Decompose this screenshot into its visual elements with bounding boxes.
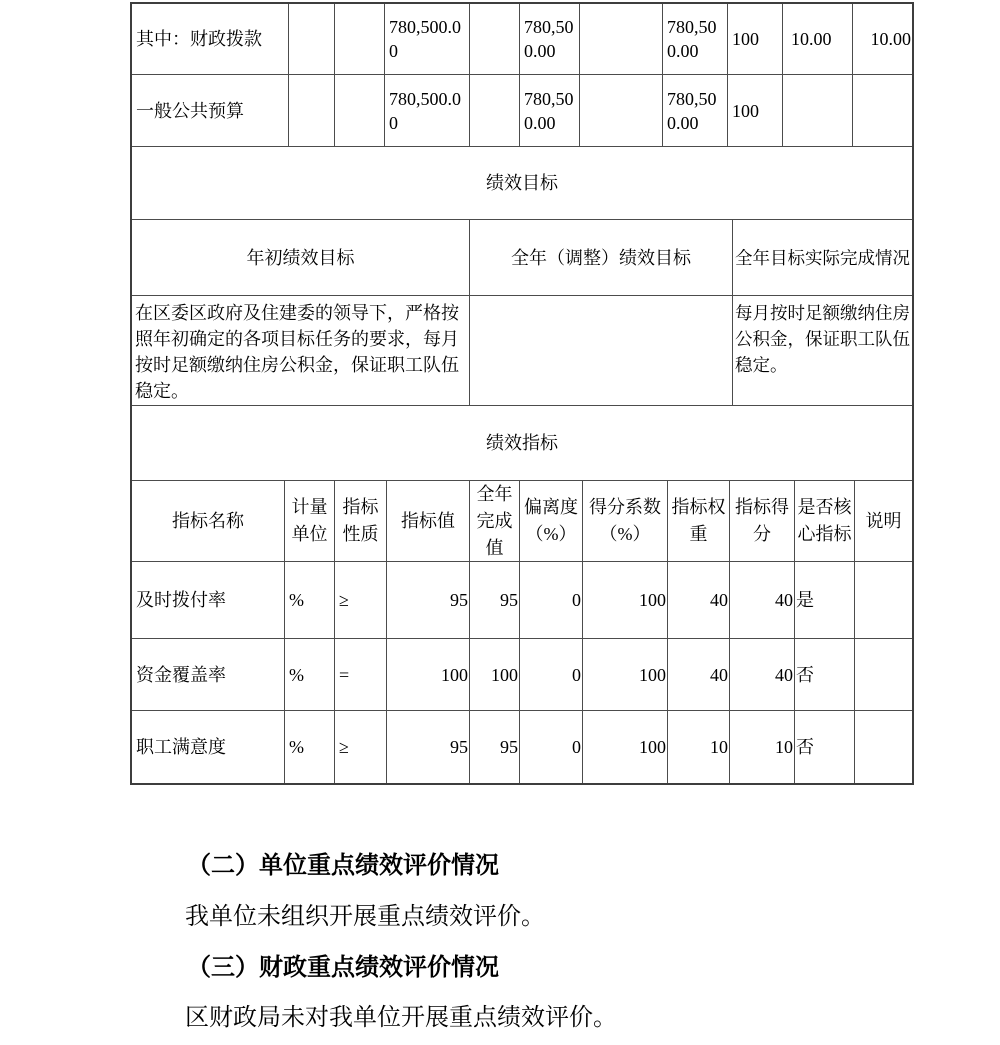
indicator-unit-cell: %: [285, 562, 335, 639]
funding-amount-cell: 780,500.00: [520, 4, 580, 75]
indicator-weight-cell: 40: [668, 639, 730, 711]
funding-row-budget: [132, 75, 912, 147]
indicator-core-cell: 是: [795, 562, 855, 639]
indicator-remark-cell: [855, 562, 912, 639]
funding-row-fiscal: [132, 4, 912, 75]
goals-section-title: 绩效目标: [132, 147, 912, 220]
indicator-unit-cell: %: [285, 639, 335, 711]
indicator-remark-cell: [855, 711, 912, 783]
funding-label-cell: 其中：财政拨款: [132, 4, 289, 75]
performance-report-table: [130, 2, 914, 785]
funding-amount-cell: 780,500.00: [520, 75, 580, 147]
indicator-header-score: 指标得分: [730, 481, 795, 562]
indicator-header-unit: 计量单位: [285, 481, 335, 562]
goals-col-header: 全年（调整）绩效目标: [470, 220, 733, 296]
indicators-header-row: [132, 481, 912, 562]
indicator-header-weight: 指标权重: [668, 481, 730, 562]
goals-col-header: 年初绩效目标: [132, 220, 470, 296]
funding-empty-cell: [580, 4, 663, 75]
goal-actual-text: 每月按时足额缴纳住房公积金，保证职工队伍稳定。: [733, 296, 912, 406]
indicator-header-remark: 说明: [855, 481, 912, 562]
indicator-annual-cell: 100: [470, 639, 520, 711]
indicator-row: [132, 639, 912, 711]
funding-amount-cell: 780,500.00: [385, 4, 470, 75]
indicator-score-cell: 40: [730, 562, 795, 639]
funding-label-cell: 一般公共预算: [132, 75, 289, 147]
indicator-name-cell: 资金覆盖率: [132, 639, 285, 711]
goal-initial-text: 在区委区政府及住建委的领导下，严格按照年初确定的各项目标任务的要求，每月按时足额缴纳住房公积金，保证职工队伍稳定。: [132, 296, 470, 406]
indicators-title-row: [132, 406, 912, 481]
funding-empty-cell: [289, 75, 335, 147]
note-heading-fiscal-evaluation: （三）财政重点绩效评价情况: [187, 955, 499, 981]
note-body-fiscal-evaluation: 区财政局未对我单位开展重点绩效评价。: [185, 1005, 617, 1031]
indicator-deviation-cell: 0: [520, 711, 583, 783]
funding-empty-cell: [470, 4, 520, 75]
indicator-nature-cell: =: [335, 639, 387, 711]
note-body-unit-evaluation: 我单位未组织开展重点绩效评价。: [185, 904, 545, 930]
funding-amount-cell: 780,500.00: [663, 75, 728, 147]
goals-header-row: [132, 220, 912, 296]
goals-content-row: [132, 296, 912, 406]
indicator-coefficient-cell: 100: [583, 562, 668, 639]
indicator-row: [132, 562, 912, 639]
indicator-weight-cell: 10: [668, 711, 730, 783]
indicator-remark-cell: [855, 639, 912, 711]
indicator-core-cell: 否: [795, 639, 855, 711]
funding-empty-cell: [289, 4, 335, 75]
funding-empty-cell: [580, 75, 663, 147]
indicator-target-cell: 95: [387, 711, 470, 783]
indicator-annual-cell: 95: [470, 562, 520, 639]
funding-empty-cell: [470, 75, 520, 147]
funding-empty-cell: [335, 75, 385, 147]
indicator-target-cell: 100: [387, 639, 470, 711]
indicator-target-cell: 95: [387, 562, 470, 639]
funding-rate-cell: 100: [728, 4, 783, 75]
goals-col-header: 全年目标实际完成情况: [733, 220, 912, 296]
indicator-name-cell: 职工满意度: [132, 711, 285, 783]
indicator-annual-cell: 95: [470, 711, 520, 783]
indicator-nature-cell: ≥: [335, 711, 387, 783]
funding-amount-cell: 780,500.00: [663, 4, 728, 75]
indicator-header-target: 指标值: [387, 481, 470, 562]
funding-score-cell: 10.00: [783, 4, 853, 75]
funding-score-cell: 10.00: [853, 4, 912, 75]
indicator-score-cell: 40: [730, 639, 795, 711]
indicator-core-cell: 否: [795, 711, 855, 783]
indicators-section-title: 绩效指标: [132, 406, 912, 481]
indicator-unit-cell: %: [285, 711, 335, 783]
indicator-header-name: 指标名称: [132, 481, 285, 562]
indicator-weight-cell: 40: [668, 562, 730, 639]
indicator-deviation-cell: 0: [520, 639, 583, 711]
funding-empty-cell: [853, 75, 912, 147]
indicator-coefficient-cell: 100: [583, 711, 668, 783]
indicator-header-annual: 全年完成值: [470, 481, 520, 562]
goals-title-row: [132, 147, 912, 220]
note-heading-unit-evaluation: （二）单位重点绩效评价情况: [187, 853, 499, 879]
indicator-coefficient-cell: 100: [583, 639, 668, 711]
funding-empty-cell: [335, 4, 385, 75]
indicator-deviation-cell: 0: [520, 562, 583, 639]
indicator-nature-cell: ≥: [335, 562, 387, 639]
indicator-header-core: 是否核心指标: [795, 481, 855, 562]
funding-rate-cell: 100: [728, 75, 783, 147]
indicator-row: [132, 711, 912, 783]
indicator-header-deviation: 偏离度（%）: [520, 481, 583, 562]
indicator-name-cell: 及时拨付率: [132, 562, 285, 639]
indicator-header-coefficient: 得分系数（%）: [583, 481, 668, 562]
funding-empty-cell: [783, 75, 853, 147]
indicator-header-nature: 指标性质: [335, 481, 387, 562]
funding-amount-cell: 780,500.00: [385, 75, 470, 147]
goal-adjusted-text: [470, 296, 733, 406]
indicator-score-cell: 10: [730, 711, 795, 783]
